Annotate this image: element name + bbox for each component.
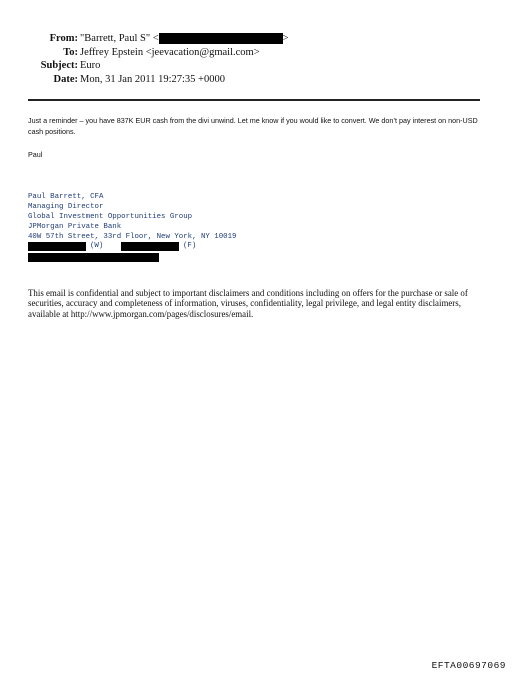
legal-disclaimer: This email is confidential and subject to important disclaimers and conditions including on offers for the purchase or sale of securities, accuracy and completeness of information, viruses, confidentiality, legal privilege, and legal entity disclaimers, available at http://www.jpmorgan.com/pages/disclosures/email. (28, 288, 468, 319)
from-sender: "Barrett, Paul S" < (80, 33, 159, 44)
date-row (0, 73, 512, 87)
document-id: EFTA00697069 (431, 660, 506, 671)
signature-address: 40W 57th Street, 33rd Floor, New York, NY 10019 (28, 232, 237, 241)
redaction-block (28, 242, 86, 251)
email-header (0, 32, 512, 86)
date-label: Date: (53, 73, 78, 85)
from-label: From: (49, 33, 78, 44)
phone-w-label: (W) (90, 242, 104, 251)
from-suffix: > (282, 33, 289, 44)
signature-name: Paul Barrett, CFA (28, 193, 104, 201)
date-value: Mon, 31 Jan 2011 19:27:35 +0000 (80, 73, 225, 85)
phone-f-label: (F) (183, 242, 197, 251)
signoff: Paul (28, 150, 43, 159)
subject-row (0, 59, 512, 73)
signature-group: Global Investment Opportunities Group (28, 212, 193, 221)
signature-company: JPMorgan Private Bank (28, 222, 122, 231)
to-label: To: (63, 46, 78, 58)
signature-title: Managing Director (28, 202, 104, 211)
signature-redacted-line (28, 252, 236, 262)
signature-phones (28, 242, 236, 252)
from-value (80, 32, 289, 46)
to-value: Jeffrey Epstein <jeevacation@gmail.com> (80, 46, 260, 58)
email-signature (28, 193, 236, 262)
to-row (0, 46, 512, 60)
subject-value: Euro (80, 60, 101, 71)
redaction-block (28, 253, 159, 262)
subject-label: Subject: (40, 60, 78, 71)
redaction-block (159, 33, 283, 44)
message-body: Just a reminder – you have 837K EUR cash from the divi unwind. Let me know if you would like to convert. We don’t pay interest on non-USD cash positions. (28, 116, 478, 136)
redaction-block (121, 242, 179, 251)
from-row (0, 32, 512, 46)
header-divider (28, 99, 480, 101)
